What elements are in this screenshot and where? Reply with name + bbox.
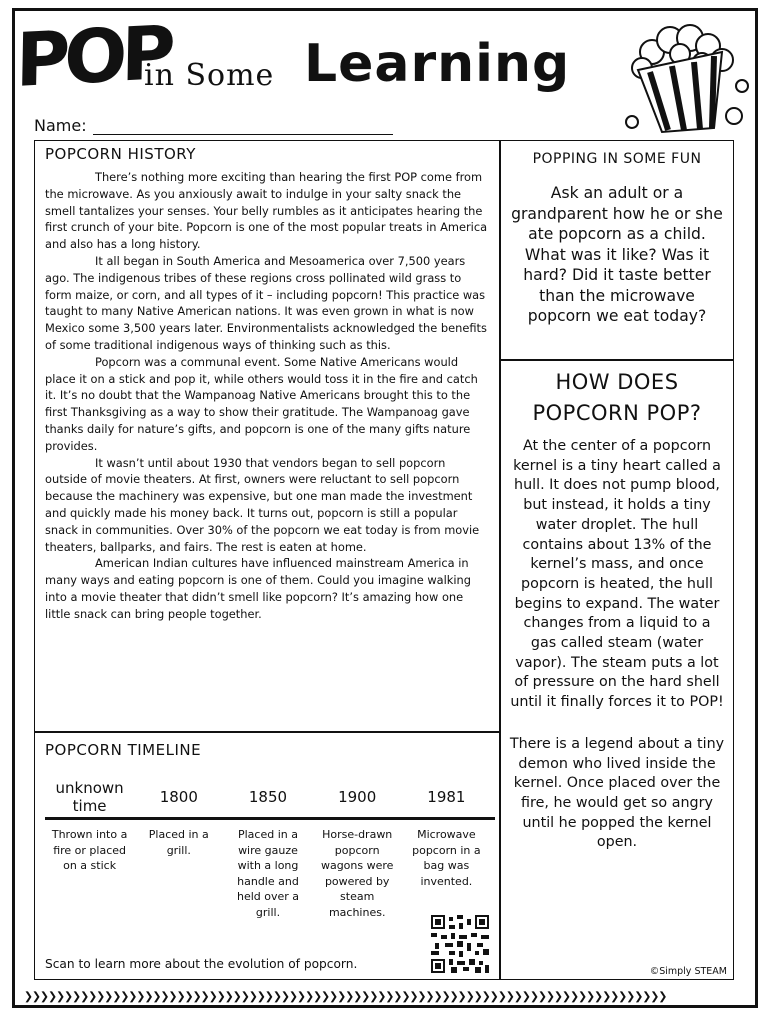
timeline-event: Horse-drawn popcorn wagons were powered by steam machines. <box>320 828 394 919</box>
how-title-line1: HOW DOES <box>555 370 679 394</box>
history-paragraph: It wasn’t until about 1930 that vendors began to sell popcorn outside of movie theaters. At first, owners were reluctant to sell popcorn because the machinery was expensive, but one man made the investment and quickly made his money back. It turns out, popcorn is still a popular snack in communities. Over 30% of the popcorn we eat today is from movie theaters, ballparks, and fairs. The rest is eaten at home. <box>45 455 480 554</box>
timeline-year: unknown time <box>55 779 124 815</box>
fun-title: POPPING IN SOME FUN <box>532 151 702 167</box>
timeline-year: 1981 <box>427 788 466 806</box>
worksheet-title <box>14 10 614 110</box>
name-blank-line[interactable] <box>93 119 393 135</box>
name-field <box>34 116 393 135</box>
copyright: ©Simply STEAM <box>649 966 727 977</box>
history-paragraph: It all began in South America and Mesoamerica over 7,500 years ago. The indigenous tribes of these regions cross pollinated wild grass to form maize, or corn, and all types of it – including popcorn! This practice was taught to many Native American nations. It was even grown in what is now Mexico some 3,500 years later. Environmentalists acknowledged the benefits of some traditional indigenous ways of thinking such as this. <box>45 253 487 352</box>
timeline-event: Placed in a wire gauze with a long handle and held over a grill. <box>236 828 300 919</box>
timeline-event: Thrown into a fire or placed on a stick <box>51 828 128 873</box>
popcorn-bucket-icon <box>622 24 752 136</box>
fun-section <box>500 140 734 360</box>
history-body <box>45 169 489 623</box>
title-learning: Learning <box>304 34 571 94</box>
title-in-some: in Some <box>144 58 275 93</box>
chevron-border-icon: ❯❯❯❯❯❯❯❯❯❯❯❯❯❯❯❯❯❯❯❯❯❯❯❯❯❯❯❯❯❯❯❯❯❯❯❯❯❯❯❯❯❯❯❯❯❯❯❯❯❯❯❯❯❯❯❯❯❯❯❯❯❯❯❯❯❯❯❯❯❯❯❯❯❯❯❯❯❯❯❯ <box>24 988 667 1004</box>
how-legend-text: There is a legend about a tiny demon who lived inside the kernel. Once placed over the fire, he would get so angry until he popped the kernel open. <box>509 735 725 851</box>
timeline-year: 1900 <box>338 788 377 806</box>
timeline-scan-text: Scan to learn more about the evolution of popcorn. <box>45 957 358 971</box>
timeline-section <box>34 732 500 980</box>
timeline-event: Placed in a grill. <box>148 828 209 857</box>
history-paragraph: There’s nothing more exciting than hearing the first POP come from the microwave. As you anxiously await to indulge in your salty snack the smell tantalizes your senses. Your belly rumbles as it anticipates hearing the first crunch of your bite. Popcorn is one of the most popular treats in America and also has a long history. <box>45 170 488 252</box>
timeline-event: Microwave popcorn in a bag was invented. <box>412 828 481 888</box>
name-label: Name: <box>34 116 87 135</box>
history-paragraph: American Indian cultures have influenced mainstream America in many ways and eating popcorn is one of them. Could you imagine walking into a movie theater that didn’t smell like popcorn? It’s amazing how one little snack can bring people together. <box>45 556 472 621</box>
timeline-years <box>45 777 491 817</box>
timeline-title: POPCORN TIMELINE <box>45 741 202 759</box>
history-section <box>34 140 500 732</box>
how-section <box>500 360 734 980</box>
timeline-events <box>45 827 491 921</box>
qr-code-icon[interactable] <box>431 915 489 973</box>
timeline-axis-line <box>45 817 495 820</box>
timeline-year: 1850 <box>248 788 288 806</box>
history-title: POPCORN HISTORY <box>45 145 196 163</box>
how-text: At the center of a popcorn kernel is a tiny heart called a hull. It does not pump blood, but instead, it holds a tiny water droplet. The hull contains about 13% of the kernel’s mass, and once popcorn is heated, the hull begins to expand. The water changes from a liquid to a gas called steam (water vapor). The steam puts a lot of pressure on the hard shell until it finally forces it to POP! <box>510 438 724 711</box>
how-title-line2: POPCORN POP? <box>532 401 702 425</box>
title-pop: POP <box>15 10 171 104</box>
fun-text: Ask an adult or a grandparent how he or she ate popcorn as a child. What was it like? Was it hard? Did it taste better than the microwave popcorn we eat today? <box>511 184 723 325</box>
timeline-year: 1800 <box>159 788 198 806</box>
history-paragraph: Popcorn was a communal event. Some Native Americans would place it on a stick and pop it, while others would toss it in the fire and catch it. It’s no doubt that the Wampanoag Native Americans brought this to the first Thanksgiving as a way to show their gratitude. The Wampanoag gave thanks daily for nature’s gifts, and popcorn is one of the many gifts nature provides. <box>45 354 478 453</box>
